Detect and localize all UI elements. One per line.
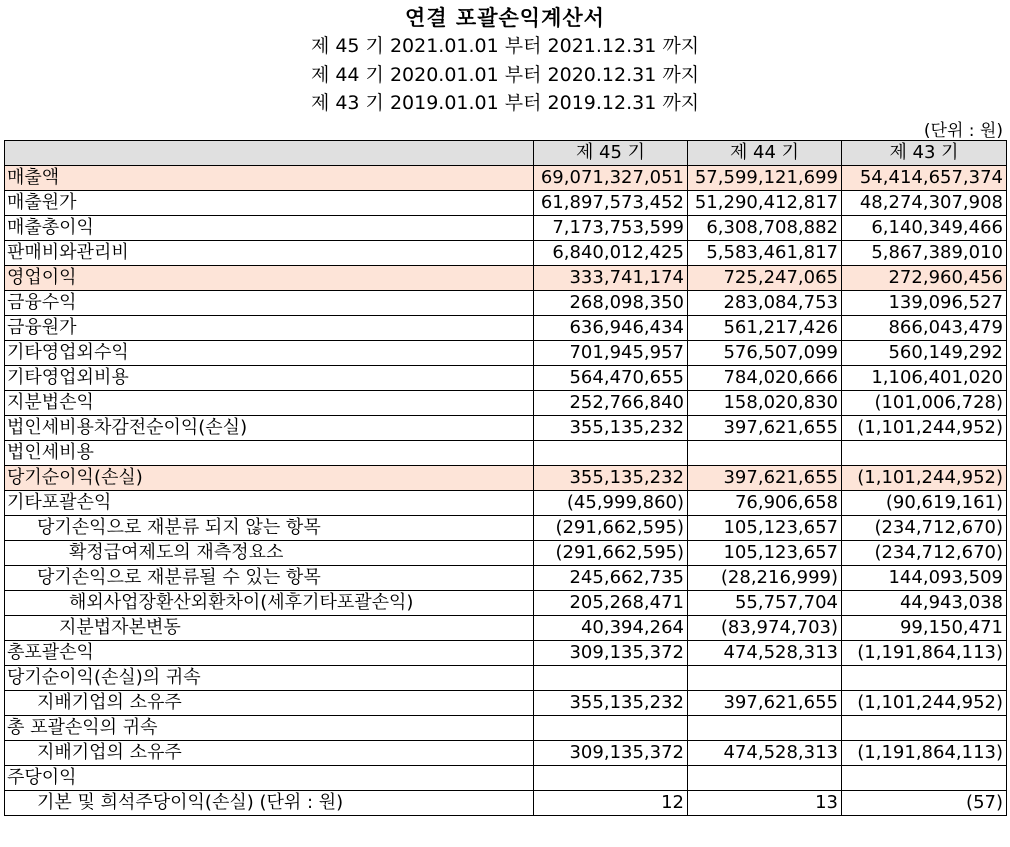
row-value-45: 61,897,573,452	[534, 191, 688, 216]
row-value-44: 13	[688, 791, 842, 816]
row-value-44: 105,123,657	[688, 516, 842, 541]
row-value-45: (291,662,595)	[534, 541, 688, 566]
table-row	[5, 191, 1007, 216]
table-row	[5, 766, 1007, 791]
row-label: 금융원가	[5, 316, 534, 341]
table-row	[5, 341, 1007, 366]
table-row	[5, 541, 1007, 566]
period-line-44: 제 44 기 2020.01.01 부터 2020.12.31 까지	[310, 64, 700, 86]
row-value-43: 560,149,292	[842, 341, 1007, 366]
row-label: 판매비와관리비	[5, 241, 534, 266]
table-row	[5, 366, 1007, 391]
row-value-44: 57,599,121,699	[688, 166, 842, 191]
row-label: 법인세비용차감전순이익(손실)	[5, 416, 534, 441]
table-row	[5, 491, 1007, 516]
table-row	[5, 441, 1007, 466]
row-value-45	[534, 441, 688, 466]
row-label: 기타포괄손익	[5, 491, 534, 516]
header-label-cell	[5, 141, 534, 166]
row-value-43	[842, 766, 1007, 791]
row-value-44: 158,020,830	[688, 391, 842, 416]
table-row	[5, 291, 1007, 316]
table-row	[5, 516, 1007, 541]
row-label: 지분법자본변동	[5, 616, 534, 641]
row-value-44: 474,528,313	[688, 641, 842, 666]
row-value-45: 12	[534, 791, 688, 816]
table-row	[5, 791, 1007, 816]
row-value-45: 701,945,957	[534, 341, 688, 366]
row-value-44: 397,621,655	[688, 416, 842, 441]
row-label: 금융수익	[5, 291, 534, 316]
table-row	[5, 716, 1007, 741]
row-value-44: 784,020,666	[688, 366, 842, 391]
row-value-43: 1,106,401,020	[842, 366, 1007, 391]
row-value-44: 725,247,065	[688, 266, 842, 291]
table-row	[5, 166, 1007, 191]
row-value-44: 5,583,461,817	[688, 241, 842, 266]
row-value-45: 636,946,434	[534, 316, 688, 341]
row-label: 지배기업의 소유주	[5, 691, 534, 716]
row-label: 기본 및 희석주당이익(손실) (단위 : 원)	[5, 791, 534, 816]
row-value-45: (45,999,860)	[534, 491, 688, 516]
table-row	[5, 391, 1007, 416]
row-value-45: 69,071,327,051	[534, 166, 688, 191]
table-row	[5, 691, 1007, 716]
row-value-44	[688, 666, 842, 691]
row-value-45	[534, 716, 688, 741]
row-value-43: 99,150,471	[842, 616, 1007, 641]
row-label: 당기순이익(손실)	[5, 466, 534, 491]
table-row	[5, 616, 1007, 641]
period-line-43: 제 43 기 2019.01.01 부터 2019.12.31 까지	[310, 92, 700, 114]
row-value-44: 397,621,655	[688, 691, 842, 716]
row-value-45: 309,135,372	[534, 641, 688, 666]
row-label: 해외사업장환산외환차이(세후기타포괄손익)	[5, 591, 534, 616]
row-value-44: 6,308,708,882	[688, 216, 842, 241]
row-label: 당기순이익(손실)의 귀속	[5, 666, 534, 691]
table-row	[5, 416, 1007, 441]
row-value-45: 252,766,840	[534, 391, 688, 416]
row-value-44: 561,217,426	[688, 316, 842, 341]
row-value-45: 355,135,232	[534, 691, 688, 716]
row-value-45: 309,135,372	[534, 741, 688, 766]
period-line-45: 제 45 기 2021.01.01 부터 2021.12.31 까지	[310, 35, 700, 57]
row-value-43: 44,943,038	[842, 591, 1007, 616]
row-value-43	[842, 666, 1007, 691]
row-value-44	[688, 716, 842, 741]
row-label: 총포괄손익	[5, 641, 534, 666]
statement-title: 연결 포괄손익계산서	[405, 6, 605, 30]
unit-label: (단위 : 원)	[923, 121, 1003, 141]
row-value-43: (234,712,670)	[842, 541, 1007, 566]
row-value-45: 7,173,753,599	[534, 216, 688, 241]
header-period-45: 제 45 기	[534, 141, 688, 166]
row-label: 지배기업의 소유주	[5, 741, 534, 766]
row-value-44: (28,216,999)	[688, 566, 842, 591]
row-value-43	[842, 716, 1007, 741]
row-value-43: (1,101,244,952)	[842, 466, 1007, 491]
table-row	[5, 641, 1007, 666]
row-label: 매출총이익	[5, 216, 534, 241]
row-value-43: (90,619,161)	[842, 491, 1007, 516]
row-value-44: 76,906,658	[688, 491, 842, 516]
table-row	[5, 666, 1007, 691]
row-value-44: 283,084,753	[688, 291, 842, 316]
row-label: 기타영업외비용	[5, 366, 534, 391]
row-value-45: (291,662,595)	[534, 516, 688, 541]
row-label: 매출액	[5, 166, 534, 191]
header-period-43: 제 43 기	[842, 141, 1007, 166]
table-header-row	[5, 141, 1007, 166]
row-value-43: (1,101,244,952)	[842, 691, 1007, 716]
income-statement-table	[4, 140, 1007, 816]
row-value-45: 245,662,735	[534, 566, 688, 591]
row-value-43: 6,140,349,466	[842, 216, 1007, 241]
row-value-43: (57)	[842, 791, 1007, 816]
row-value-43: 144,093,509	[842, 566, 1007, 591]
row-value-45: 205,268,471	[534, 591, 688, 616]
row-value-44: 105,123,657	[688, 541, 842, 566]
row-value-45	[534, 666, 688, 691]
row-label: 당기손익으로 재분류될 수 있는 항목	[5, 566, 534, 591]
row-value-44	[688, 766, 842, 791]
row-value-44: 55,757,704	[688, 591, 842, 616]
table-row	[5, 591, 1007, 616]
row-value-43: 866,043,479	[842, 316, 1007, 341]
row-value-45: 355,135,232	[534, 416, 688, 441]
table-row	[5, 741, 1007, 766]
row-value-45: 564,470,655	[534, 366, 688, 391]
row-value-43: (1,191,864,113)	[842, 741, 1007, 766]
row-label: 확정급여제도의 재측정요소	[5, 541, 534, 566]
header-period-44: 제 44 기	[688, 141, 842, 166]
row-value-44: 397,621,655	[688, 466, 842, 491]
row-value-43: 272,960,456	[842, 266, 1007, 291]
row-label: 당기손익으로 재분류 되지 않는 항목	[5, 516, 534, 541]
row-label: 지분법손익	[5, 391, 534, 416]
table-row	[5, 466, 1007, 491]
row-value-45	[534, 766, 688, 791]
row-value-43: (101,006,728)	[842, 391, 1007, 416]
table-row	[5, 241, 1007, 266]
row-value-45: 6,840,012,425	[534, 241, 688, 266]
row-value-44: 51,290,412,817	[688, 191, 842, 216]
row-value-44: 474,528,313	[688, 741, 842, 766]
row-label: 총 포괄손익의 귀속	[5, 716, 534, 741]
table-row	[5, 316, 1007, 341]
row-value-44: 576,507,099	[688, 341, 842, 366]
table-row	[5, 216, 1007, 241]
row-value-43: (1,191,864,113)	[842, 641, 1007, 666]
table-row	[5, 266, 1007, 291]
row-value-43: (1,101,244,952)	[842, 416, 1007, 441]
row-label: 주당이익	[5, 766, 534, 791]
row-value-45: 355,135,232	[534, 466, 688, 491]
row-label: 법인세비용	[5, 441, 534, 466]
row-label: 매출원가	[5, 191, 534, 216]
row-value-45: 333,741,174	[534, 266, 688, 291]
row-value-45: 268,098,350	[534, 291, 688, 316]
row-value-43: 139,096,527	[842, 291, 1007, 316]
table-row	[5, 566, 1007, 591]
row-value-45: 40,394,264	[534, 616, 688, 641]
row-value-44	[688, 441, 842, 466]
row-value-43: (234,712,670)	[842, 516, 1007, 541]
row-value-43: 48,274,307,908	[842, 191, 1007, 216]
row-value-44: (83,974,703)	[688, 616, 842, 641]
row-value-43: 5,867,389,010	[842, 241, 1007, 266]
row-label: 기타영업외수익	[5, 341, 534, 366]
row-value-43: 54,414,657,374	[842, 166, 1007, 191]
row-label: 영업이익	[5, 266, 534, 291]
row-value-43	[842, 441, 1007, 466]
